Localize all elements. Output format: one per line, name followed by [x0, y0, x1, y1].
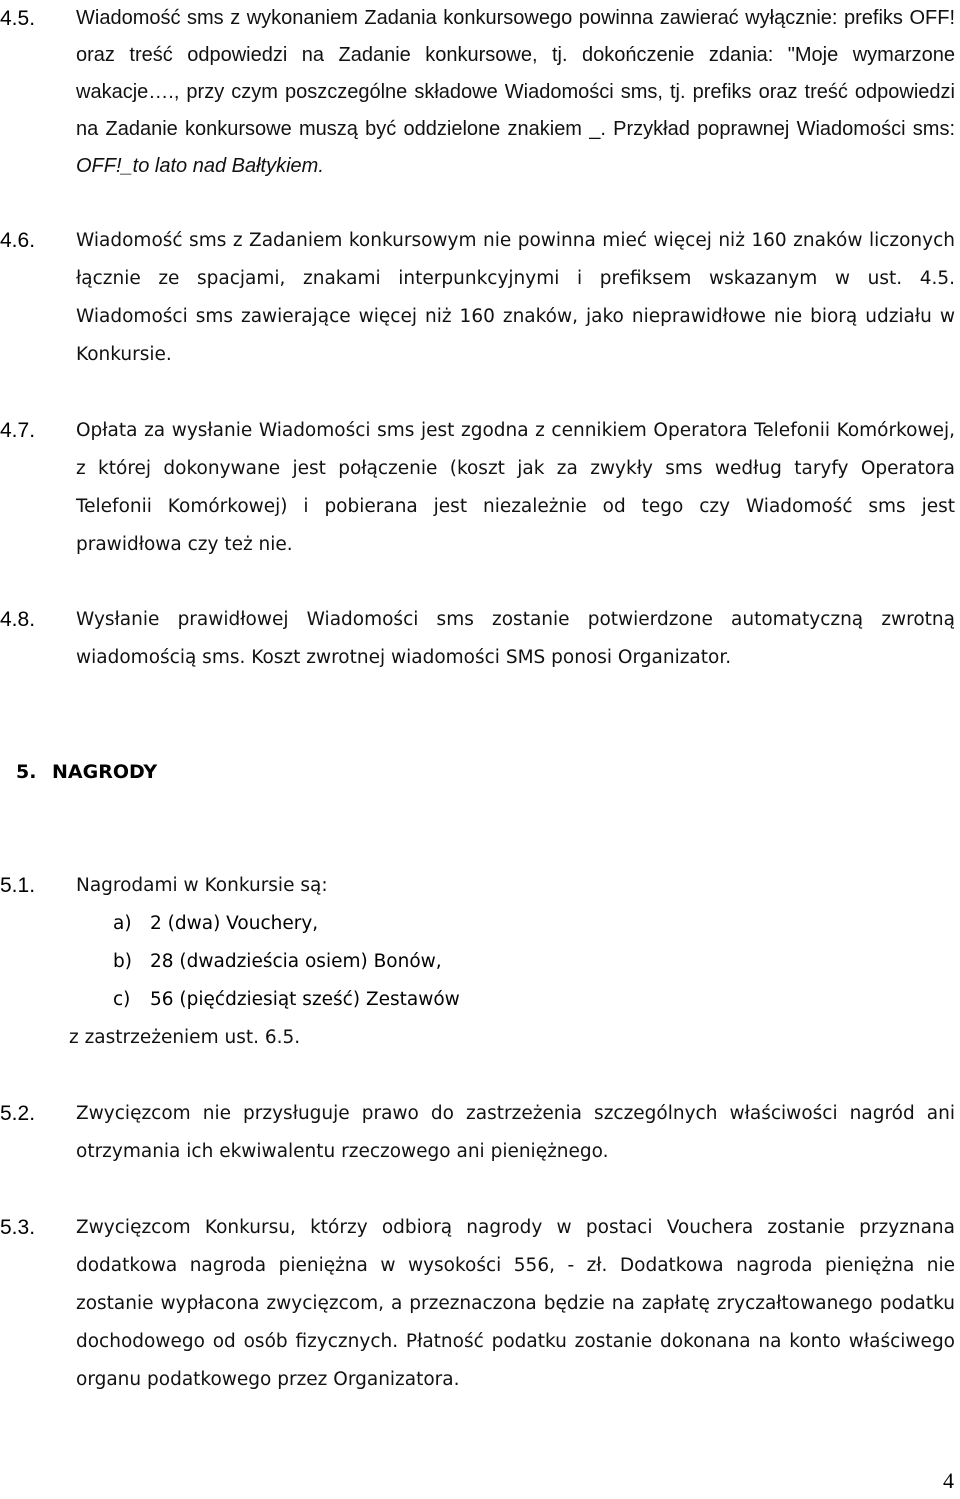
section-5-2: [0, 1095, 955, 1171]
section-number: 4.5.: [0, 7, 36, 30]
section-4-6: [0, 222, 955, 374]
section-number: 4.6.: [0, 229, 36, 252]
list-letter: a): [113, 913, 132, 934]
chapter-number: 5.: [16, 761, 37, 783]
section-text: Zwycięzcom Konkursu, którzy odbiorą nagrody w postaci Vouchera zostanie przyznana dodatkowa nagroda pieniężna w wysokości 556, - zł. Dodatkowa nagroda pieniężna nie zostanie wypłacona zwycięzcom, a przeznaczona będzie na zapłatę zryczałtowanego podatku dochodowego od osób fizycznych. Płatność podatku zostanie dokonana na konto właściwego organu podatkowego przez Organizatora.: [76, 1217, 955, 1390]
section-text: Wiadomość sms z Zadaniem konkursowym nie powinna mieć więcej niż 160 znaków liczonych łącznie ze spacjami, znakami interpunkcyjnymi i prefiksem wskazanym w ust. 4.5. Wiadomości sms zawierające więcej niż 160 znaków, jako nieprawidłowe nie biorą udziału w Konkursie.: [76, 230, 955, 365]
section-5-1: [0, 867, 955, 905]
page-number: 4: [943, 1468, 954, 1493]
list-tail: z zastrzeżeniem ust. 6.5.: [69, 1027, 301, 1048]
list-text: 2 (dwa) Vouchery,: [150, 913, 319, 934]
section-5-3: [0, 1209, 955, 1399]
list-letter: b): [113, 951, 132, 972]
section-number: 5.3.: [0, 1216, 36, 1239]
list-letter: c): [113, 989, 131, 1010]
section-text: Wiadomość sms z wykonaniem Zadania konkursowego powinna zawierać wyłącznie: prefiks OFF! oraz treść odpowiedzi na Zadanie konkursowe, tj. dokończenie zdania: "Moje wymarzone wakacje…., przy czym poszczególne składowe Wiadomości sms, tj. prefiks oraz treść odpowiedzi na Zadanie konkursowe muszą być oddzielone znakiem _. Przykład poprawnej Wiadomości sms: OFF!_to lato nad Bałtykiem.: [76, 7, 955, 177]
section-number: 4.8.: [0, 608, 36, 631]
list-text: 28 (dwadzieścia osiem) Bonów,: [150, 951, 442, 972]
section-text: Wysłanie prawidłowej Wiadomości sms zostanie potwierdzone automatyczną zwrotną wiadomością sms. Koszt zwrotnej wiadomości SMS ponosi Organizator.: [76, 609, 955, 668]
section-4-7: [0, 412, 955, 564]
section-4-8: [0, 601, 955, 677]
section-number: 5.2.: [0, 1102, 36, 1125]
list-item: [113, 981, 460, 1019]
section-number: 4.7.: [0, 419, 36, 442]
example-sms: OFF!_to lato nad Bałtykiem.: [76, 155, 324, 177]
list-item: [113, 905, 318, 943]
chapter-heading: [16, 753, 157, 791]
list-text: 56 (pięćdziesiąt sześć) Zestawów: [150, 989, 460, 1010]
section-text: Nagrodami w Konkursie są:: [76, 875, 328, 896]
chapter-title: NAGRODY: [52, 761, 158, 783]
list-item: [113, 943, 442, 981]
section-4-5: [0, 0, 955, 185]
section-text: Opłata za wysłanie Wiadomości sms jest zgodna z cennikiem Operatora Telefonii Komórkowej, z której dokonywane jest połączenie (koszt jak za zwykły sms według taryfy Operatora Telefonii Komórkowej) i pobierana jest niezależnie od tego czy Wiadomość sms jest prawidłowa czy też nie.: [76, 420, 955, 555]
section-number: 5.1.: [0, 874, 36, 897]
section-text: Zwycięzcom nie przysługuje prawo do zastrzeżenia szczególnych właściwości nagród ani otrzymania ich ekwiwalentu rzeczowego ani pieniężnego.: [76, 1103, 955, 1162]
